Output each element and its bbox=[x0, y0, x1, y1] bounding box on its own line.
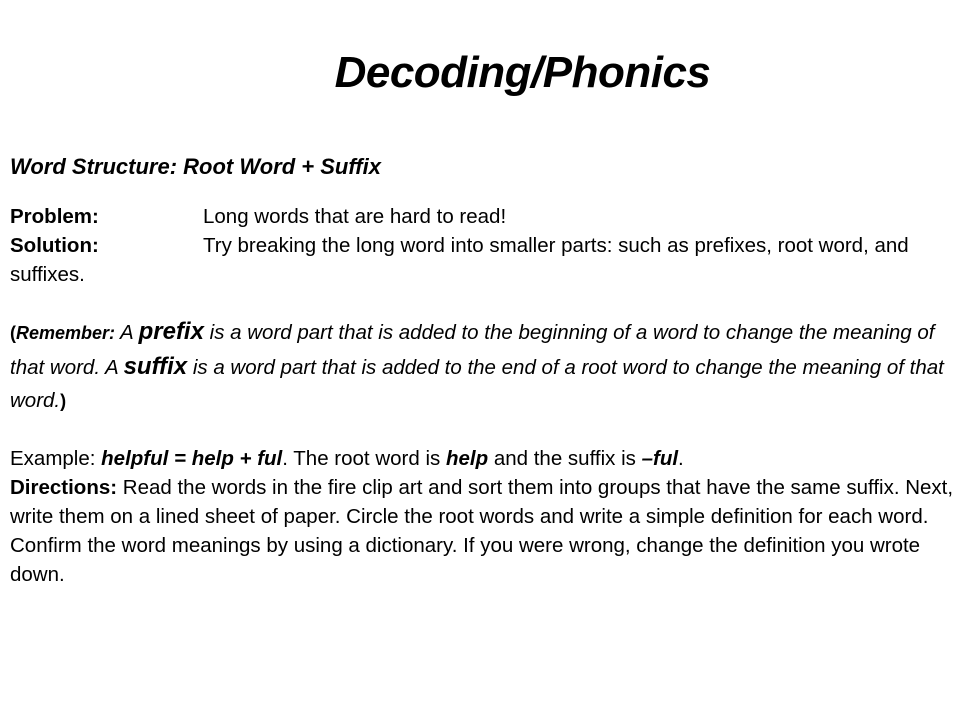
example-mid: . The root word is bbox=[282, 447, 446, 470]
problem-row bbox=[10, 202, 955, 231]
problem-text: Long words that are hard to read! bbox=[203, 205, 507, 228]
solution-label: Solution: bbox=[10, 234, 99, 257]
slide-body bbox=[10, 150, 955, 589]
problem-label: Problem: bbox=[10, 205, 99, 228]
section-subheading: Word Structure: Root Word + Suffix bbox=[10, 154, 381, 179]
example-root: help bbox=[445, 447, 489, 470]
example-end: . bbox=[678, 447, 684, 470]
spacer bbox=[10, 418, 955, 444]
example-row bbox=[10, 444, 955, 473]
remember-text-3: is a word part that is added to the end of a root word to change the meaning of that word. bbox=[10, 356, 944, 412]
solution-row bbox=[10, 231, 955, 289]
example-suffix: –ful bbox=[641, 447, 679, 470]
remember-text-1: A bbox=[115, 321, 139, 344]
directions-text: Read the words in the fire clip art and sort them into groups that have the same suffix. Next, write them on a lined sheet of paper. Circle the root words and write a simple definition for each word. Confirm the word meanings by using a dictionary. If you were wrong, change the definition you wrote down. bbox=[10, 476, 954, 586]
example-mid-2: and the suffix is bbox=[488, 447, 642, 470]
prefix-term: prefix bbox=[138, 318, 204, 345]
remember-text-2: is a word part that is added to the beginning of a word to change the meaning of that word. A bbox=[10, 321, 935, 379]
solution-text: Try breaking the long word into smaller parts: such as prefixes, root word, and suffixes. bbox=[10, 234, 909, 286]
remember-label: Remember: bbox=[16, 323, 116, 343]
example-lead: Example: bbox=[10, 447, 102, 470]
example-equation: helpful = help + ful bbox=[101, 447, 283, 470]
directions-label: Directions: bbox=[10, 476, 118, 499]
spacer bbox=[10, 289, 955, 315]
remember-close-paren: ) bbox=[60, 391, 67, 411]
remember-open-paren: ( bbox=[10, 323, 16, 343]
suffix-term: suffix bbox=[123, 353, 188, 380]
directions-row bbox=[10, 473, 955, 589]
slide-title: Decoding/Phonics bbox=[334, 48, 711, 97]
remember-note bbox=[10, 315, 955, 418]
